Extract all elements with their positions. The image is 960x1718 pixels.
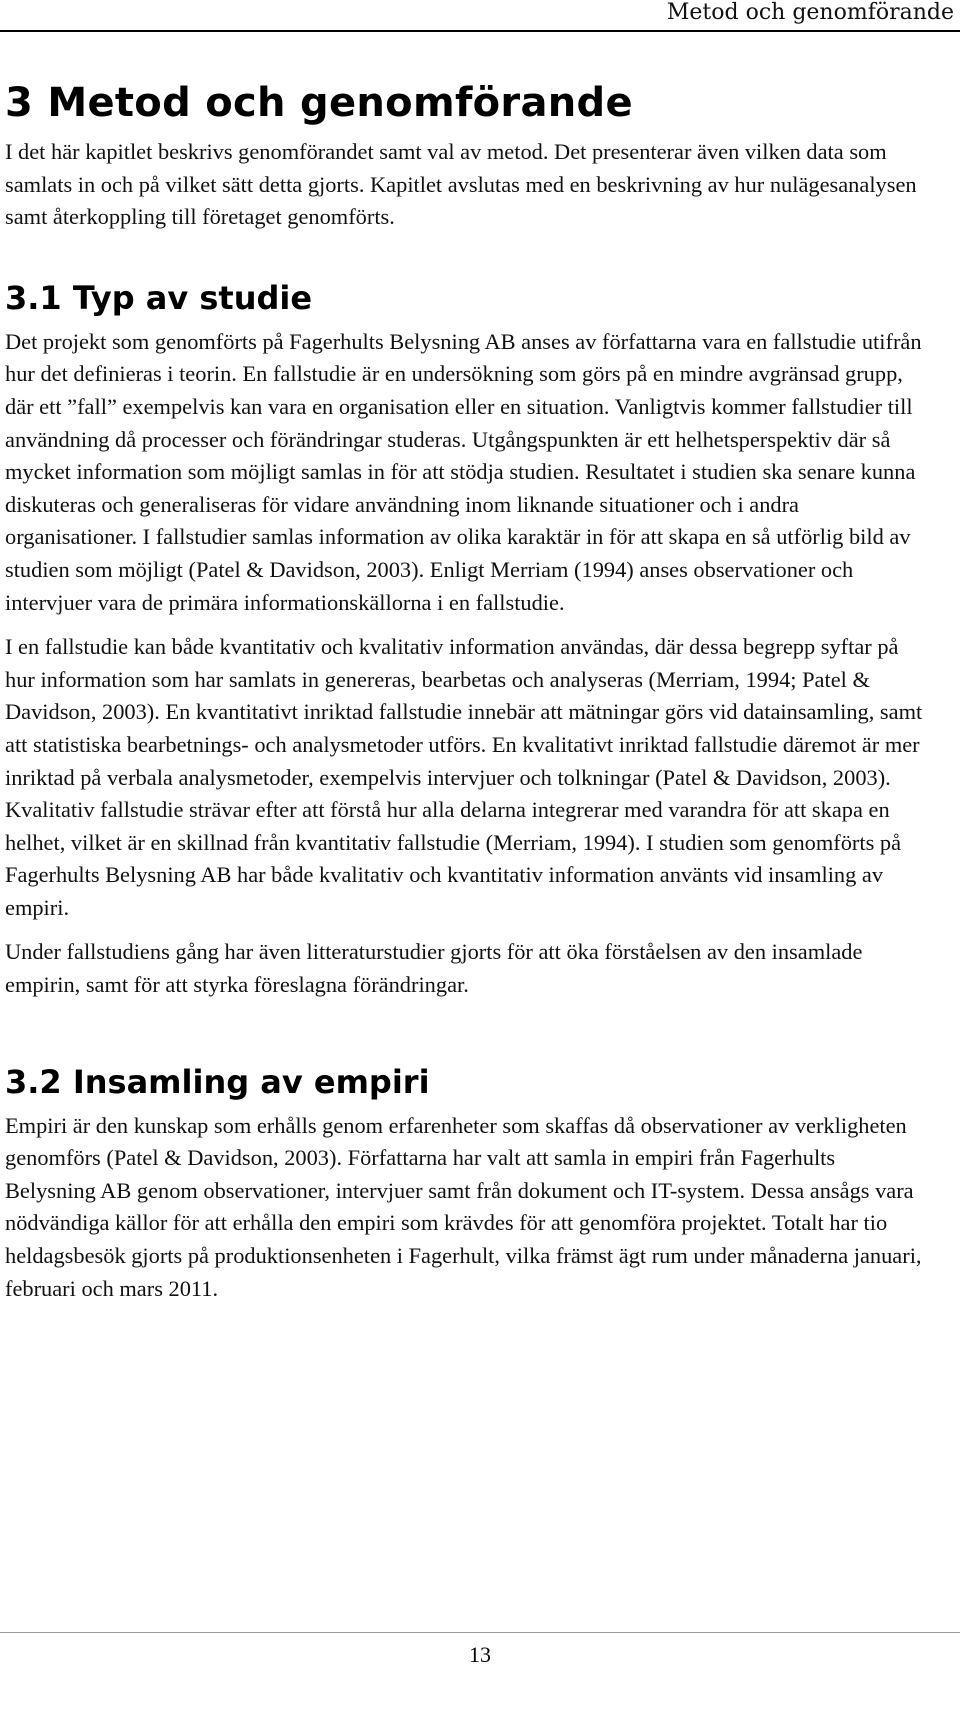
footer-rule (0, 1632, 960, 1633)
section-3-1-paragraph-3: Under fallstudiens gång har även litteraturstudier gjorts för att öka förståelsen av den insamlade empirin, samt för att styrka föreslagna förändringar. (5, 939, 863, 998)
section-3-1-paragraph-1: Det projekt som genomförts på Fagerhults Belysning AB anses av författarna vara en fallstudie utifrån hur det definieras i teorin. En fallstudie är en undersökning som görs på en mindre avgränsad grupp, där ett ”fall” exempelvis kan vara en organisation eller en situation. Vanligtvis kommer fallstudier till användning då processer och förändringar studeras. Utgångspunkten är ett helhetsperspektiv där så mycket information som möjligt samlas in för att stödja studien. Resultatet i studien ska senare kunna diskuteras och generaliseras för vidare användning inom liknande situationer och i andra organisationer. I fallstudier samlas information av olika karaktär in för att skapa en så utförlig bild av studien som möjligt (Patel & Davidson, 2003). Enligt Merriam (1994) anses observationer och intervjuer vara de primära informationskällorna i en fallstudie. (5, 328, 922, 615)
section-3-1-paragraph-2: I en fallstudie kan både kvantitativ och kvalitativ information användas, där dessa begrepp syftar på hur information som har samlats in genereras, bearbetas och analyseras (Merriam, 1994; Patel & Davidson, 2003). En kvantitativt inriktad fallstudie innebär att mätningar görs vid datainsamling, samt att statistiska bearbetnings- och analysmetoder utförs. En kvalitativt inriktad fallstudie däremot är mer inriktad på verbala analysmetoder, exempelvis intervjuer och tolkningar (Patel & Davidson, 2003). Kvalitativ fallstudie strävar efter att förstå hur alla delarna integrerar med varandra för att skapa en helhet, vilket är en skillnad från kvantitativ fallstudie (Merriam, 1994). I studien som genomförts på Fagerhults Belysning AB har både kvalitativ och kvantitativ information använts vid insamling av empiri. (5, 634, 923, 920)
spacer (5, 1014, 925, 1060)
chapter-intro: I det här kapitlet beskrivs genomförandet samt val av metod. Det presenterar även vilken data som samlats in och på vilket sätt detta gjorts. Kapitlet avslutas med en beskrivning av hur nulägesanalysen samt återkoppling till företaget genomförts. (5, 139, 917, 230)
chapter-title: 3 Metod och genomförande (5, 80, 633, 126)
page-number: 13 (469, 1642, 491, 1667)
page-content (5, 70, 925, 1317)
section-3-2-paragraph-1: Empiri är den kunskap som erhålls genom erfarenheter som skaffas då observationer av verkligheten genomförs (Patel & Davidson, 2003). Författarna har valt att samla in empiri från Fagerhults Belysning AB genom observationer, intervjuer samt från dokument och IT-system. Dessa ansågs vara nödvändiga källor för att erhålla den empiri som krävdes för att genomföra projektet. Totalt har tio heldagsbesök gjorts på produktionsenheten i Fagerhult, vilka främst ägt rum under månaderna januari, februari och mars 2011. (5, 1112, 922, 1301)
spacer (5, 246, 925, 276)
section-3-1-title: 3.1 Typ av studie (5, 278, 313, 317)
running-header: Metod och genomförande (666, 0, 954, 25)
header-rule (0, 30, 960, 32)
section-3-2-title: 3.2 Insamling av empiri (5, 1062, 430, 1101)
